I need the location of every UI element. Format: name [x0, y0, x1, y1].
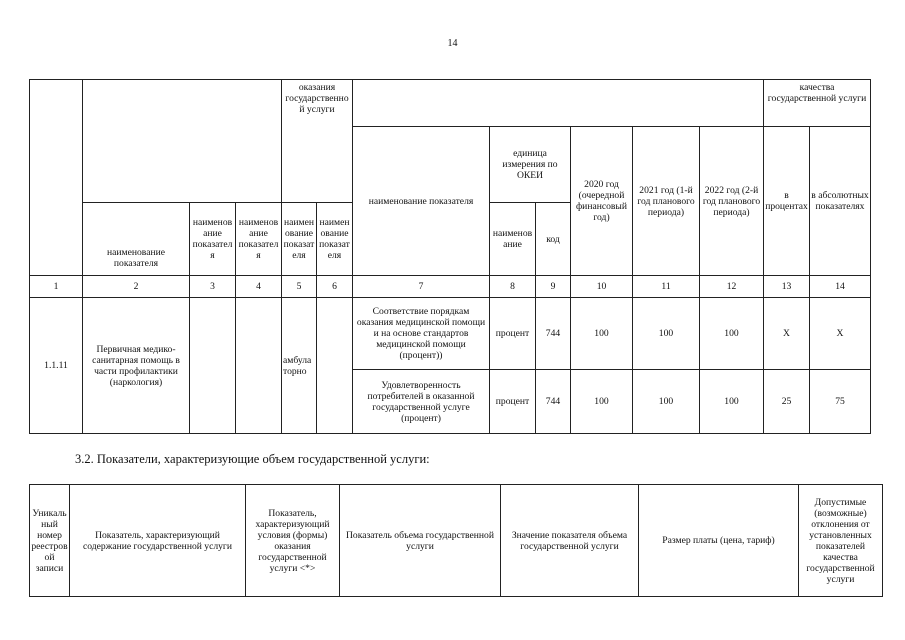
- value-2022: 100: [700, 370, 764, 434]
- volume-indicators-table: [29, 484, 883, 597]
- header-year-2021: 2021 год (1-й год планового периода): [633, 127, 700, 276]
- header-code: код: [536, 203, 571, 276]
- header-unit-name: наименование: [490, 203, 536, 276]
- col-number: 10: [571, 276, 633, 298]
- col-number: 13: [764, 276, 810, 298]
- unit-name: процент: [490, 370, 536, 434]
- col-number: 8: [490, 276, 536, 298]
- header-unit: единица измерения по ОКЕИ: [490, 127, 571, 203]
- unit-name: процент: [490, 298, 536, 370]
- header-cell-content-blank: [83, 80, 282, 203]
- deviation-absolute: Х: [810, 298, 871, 370]
- header-volume-indicator: Показатель объема государственной услуги: [340, 485, 501, 597]
- section-heading: 3.2. Показатели, характеризующие объем государственной услуги:: [75, 452, 430, 466]
- col-number: 14: [810, 276, 871, 298]
- header-col2: наименование показателя: [83, 203, 190, 276]
- col-number: 6: [317, 276, 353, 298]
- col-number: 2: [83, 276, 190, 298]
- col-number: 7: [353, 276, 490, 298]
- header-content-indicator: Показатель, характеризующий содержание государственной услуги: [70, 485, 246, 597]
- value-2021: 100: [633, 298, 700, 370]
- header-col5: наименование показателя: [282, 203, 317, 276]
- empty-cell: [317, 298, 353, 434]
- page-number: 14: [447, 38, 458, 49]
- header-quality: качества государственной услуги: [764, 80, 871, 127]
- deviation-percent: 25: [764, 370, 810, 434]
- deviation-percent: Х: [764, 298, 810, 370]
- unit-code: 744: [536, 298, 571, 370]
- header-cell-indicators-blank: [353, 80, 764, 127]
- col-number: 3: [190, 276, 236, 298]
- header-volume-value: Значение показателя объема государственной услуги: [501, 485, 639, 597]
- unit-code: 744: [536, 370, 571, 434]
- header-indicator-name: наименование показателя: [353, 127, 490, 276]
- value-2021: 100: [633, 370, 700, 434]
- header-provision: оказания государственной услуги: [282, 80, 353, 203]
- value-2020: 100: [571, 298, 633, 370]
- col-number: 11: [633, 276, 700, 298]
- header-year-2022: 2022 год (2-й год планового периода): [700, 127, 764, 276]
- header-col4: наименование показателя: [236, 203, 282, 276]
- empty-cell: [190, 298, 236, 434]
- header-deviation-absolute: в абсолютных показателях: [810, 127, 871, 276]
- service-condition: амбулаторно: [282, 298, 317, 434]
- header-col6: наименование показателя: [317, 203, 353, 276]
- header-fee: Размер платы (цена, тариф): [639, 485, 799, 597]
- value-2022: 100: [700, 298, 764, 370]
- header-cell-blank: [30, 80, 83, 276]
- column-number-row: [30, 276, 871, 298]
- empty-cell: [236, 298, 282, 434]
- indicator-name: Соответствие порядкам оказания медицинской помощи и на основе стандартов медицинской помощи (процент)): [353, 298, 490, 370]
- table-row: [30, 298, 871, 370]
- record-id: 1.1.11: [30, 298, 83, 434]
- deviation-absolute: 75: [810, 370, 871, 434]
- header-condition-indicator: Показатель, характеризующий условия (формы) оказания государственной услуги <*>: [246, 485, 340, 597]
- header-deviation-percent: в процентах: [764, 127, 810, 276]
- header-registry-number: Уникальный номер реестровой записи: [30, 485, 70, 597]
- quality-indicators-table: [29, 79, 871, 434]
- col-number: 1: [30, 276, 83, 298]
- header-allowed-deviation: Допустимые (возможные) отклонения от установленных показателей качества государственной услуги: [799, 485, 883, 597]
- col-number: 4: [236, 276, 282, 298]
- service-name: Первичная медико-санитарная помощь в части профилактики (наркология): [83, 298, 190, 434]
- header-col3: наименование показателя: [190, 203, 236, 276]
- value-2020: 100: [571, 370, 633, 434]
- header-year-2020: 2020 год (очередной финансовый год): [571, 127, 633, 276]
- indicator-name: Удовлетворенность потребителей в оказанной государственной услуге (процент): [353, 370, 490, 434]
- col-number: 12: [700, 276, 764, 298]
- col-number: 5: [282, 276, 317, 298]
- col-number: 9: [536, 276, 571, 298]
